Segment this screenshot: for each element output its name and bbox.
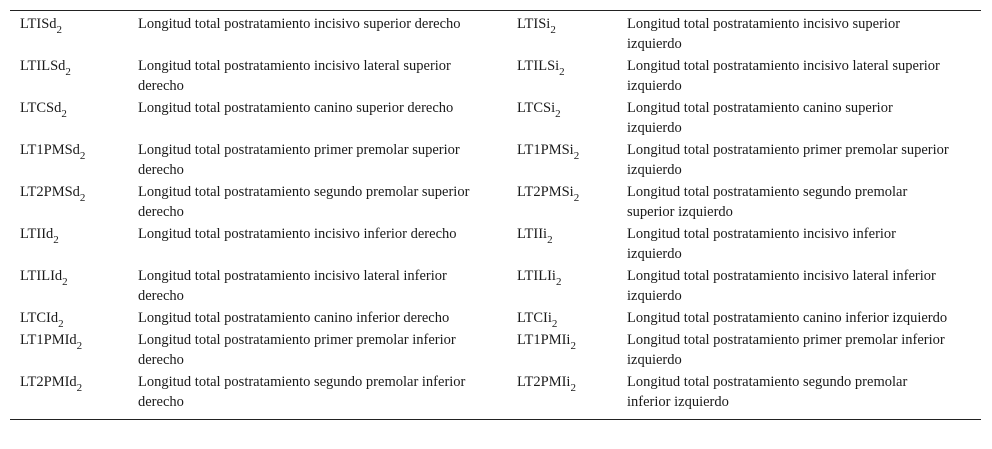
left-code-subscript: 2 bbox=[53, 234, 59, 246]
right-code-subscript: 2 bbox=[550, 24, 556, 36]
left-code-cell bbox=[10, 180, 138, 222]
right-description: Longitud total postratamiento canino inferior izquierdo bbox=[627, 310, 948, 326]
left-code-cell bbox=[10, 222, 138, 264]
right-code-cell bbox=[513, 306, 627, 328]
right-code-subscript: 2 bbox=[570, 340, 576, 352]
left-code-cell bbox=[10, 306, 138, 328]
left-code-cell bbox=[10, 138, 138, 180]
left-code: LTIId bbox=[20, 226, 54, 242]
right-description: Longitud total postratamiento primer premolar inferior izquierdo bbox=[627, 332, 945, 368]
right-code-cell bbox=[513, 180, 627, 222]
abbreviation-table-body bbox=[10, 11, 981, 419]
right-code-subscript: 2 bbox=[547, 234, 553, 246]
right-code-subscript: 2 bbox=[573, 192, 580, 204]
right-description: Longitud total postratamiento primer premolar superior izquierdo bbox=[627, 142, 949, 178]
right-code: LT1PMIi bbox=[517, 332, 571, 348]
right-code-subscript: 2 bbox=[555, 276, 562, 288]
right-code: LTIIi bbox=[517, 226, 548, 242]
left-description: Longitud total postratamiento primer premolar superior derecho bbox=[138, 142, 460, 178]
table-row bbox=[10, 54, 981, 96]
left-code-subscript: 2 bbox=[56, 24, 63, 36]
table-row bbox=[10, 180, 981, 222]
right-code-subscript: 2 bbox=[570, 382, 576, 394]
abbreviation-table bbox=[10, 11, 981, 419]
left-code-cell bbox=[10, 11, 138, 54]
right-code: LT1PMSi bbox=[517, 142, 574, 158]
right-code: LTILIi bbox=[517, 268, 556, 284]
right-code-cell bbox=[513, 11, 627, 54]
left-code-subscript: 2 bbox=[79, 150, 86, 162]
left-code: LT1PMId bbox=[20, 332, 77, 348]
right-code-cell bbox=[513, 264, 627, 306]
left-description: Longitud total postratamiento canino inferior derecho bbox=[138, 310, 450, 326]
left-description: Longitud total postratamiento segundo premolar superior derecho bbox=[138, 184, 470, 220]
right-description: Longitud total postratamiento incisivo lateral superior izquierdo bbox=[627, 58, 940, 94]
left-code-subscript: 2 bbox=[58, 318, 64, 330]
left-code: LTCId bbox=[20, 310, 59, 326]
right-code-cell bbox=[513, 54, 627, 96]
table-row bbox=[10, 138, 981, 180]
left-code-cell bbox=[10, 370, 138, 419]
right-code: LT2PMIi bbox=[517, 374, 571, 390]
left-description: Longitud total postratamiento canino superior derecho bbox=[138, 100, 454, 116]
right-code-cell bbox=[513, 328, 627, 370]
left-code: LTCSd bbox=[20, 100, 62, 116]
left-description: Longitud total postratamiento segundo premolar inferior derecho bbox=[138, 374, 466, 410]
left-code-subscript: 2 bbox=[76, 340, 83, 352]
right-description: Longitud total postratamiento incisivo superior izquierdo bbox=[627, 16, 901, 52]
left-code: LTILId bbox=[20, 268, 63, 284]
left-code-subscript: 2 bbox=[76, 382, 83, 394]
left-code-subscript: 2 bbox=[62, 276, 68, 288]
left-description: Longitud total postratamiento primer premolar inferior derecho bbox=[138, 332, 456, 368]
left-code: LT2PMSd bbox=[20, 184, 80, 200]
right-code-subscript: 2 bbox=[551, 318, 558, 330]
left-code-cell bbox=[10, 54, 138, 96]
right-code-cell bbox=[513, 96, 627, 138]
right-description: Longitud total postratamiento incisivo inferior izquierdo bbox=[627, 226, 897, 262]
right-code-subscript: 2 bbox=[555, 108, 561, 120]
right-description: Longitud total postratamiento incisivo lateral inferior izquierdo bbox=[627, 268, 936, 304]
right-code-subscript: 2 bbox=[559, 66, 565, 78]
abbreviation-table-container bbox=[10, 10, 981, 420]
table-row bbox=[10, 370, 981, 419]
right-code: LTISi bbox=[517, 16, 551, 32]
right-description: Longitud total postratamiento segundo premolar inferior izquierdo bbox=[627, 374, 908, 410]
right-code: LTCSi bbox=[517, 100, 556, 116]
table-row bbox=[10, 306, 981, 328]
right-code-subscript: 2 bbox=[573, 150, 580, 162]
right-code: LTILSi bbox=[517, 58, 560, 74]
table-row bbox=[10, 96, 981, 138]
left-code: LTILSd bbox=[20, 58, 66, 74]
right-code: LTCIi bbox=[517, 310, 552, 326]
table-row bbox=[10, 222, 981, 264]
left-code-subscript: 2 bbox=[61, 108, 67, 120]
left-description: Longitud total postratamiento incisivo lateral superior derecho bbox=[138, 58, 451, 94]
table-row bbox=[10, 328, 981, 370]
right-description: Longitud total postratamiento segundo premolar superior izquierdo bbox=[627, 184, 908, 220]
right-description: Longitud total postratamiento canino superior izquierdo bbox=[627, 100, 893, 136]
left-code-subscript: 2 bbox=[65, 66, 71, 78]
right-code-cell bbox=[513, 370, 627, 419]
left-code: LTISd bbox=[20, 16, 57, 32]
right-code: LT2PMSi bbox=[517, 184, 574, 200]
left-code-cell bbox=[10, 264, 138, 306]
left-code-cell bbox=[10, 96, 138, 138]
left-description: Longitud total postratamiento incisivo lateral inferior derecho bbox=[138, 268, 447, 304]
left-code-subscript: 2 bbox=[79, 192, 86, 204]
left-code: LT1PMSd bbox=[20, 142, 80, 158]
right-code-cell bbox=[513, 138, 627, 180]
left-code: LT2PMId bbox=[20, 374, 77, 390]
right-code-cell bbox=[513, 222, 627, 264]
table-row bbox=[10, 11, 981, 54]
left-description: Longitud total postratamiento incisivo inferior derecho bbox=[138, 226, 457, 242]
table-row bbox=[10, 264, 981, 306]
left-code-cell bbox=[10, 328, 138, 370]
left-description: Longitud total postratamiento incisivo superior derecho bbox=[138, 16, 461, 32]
